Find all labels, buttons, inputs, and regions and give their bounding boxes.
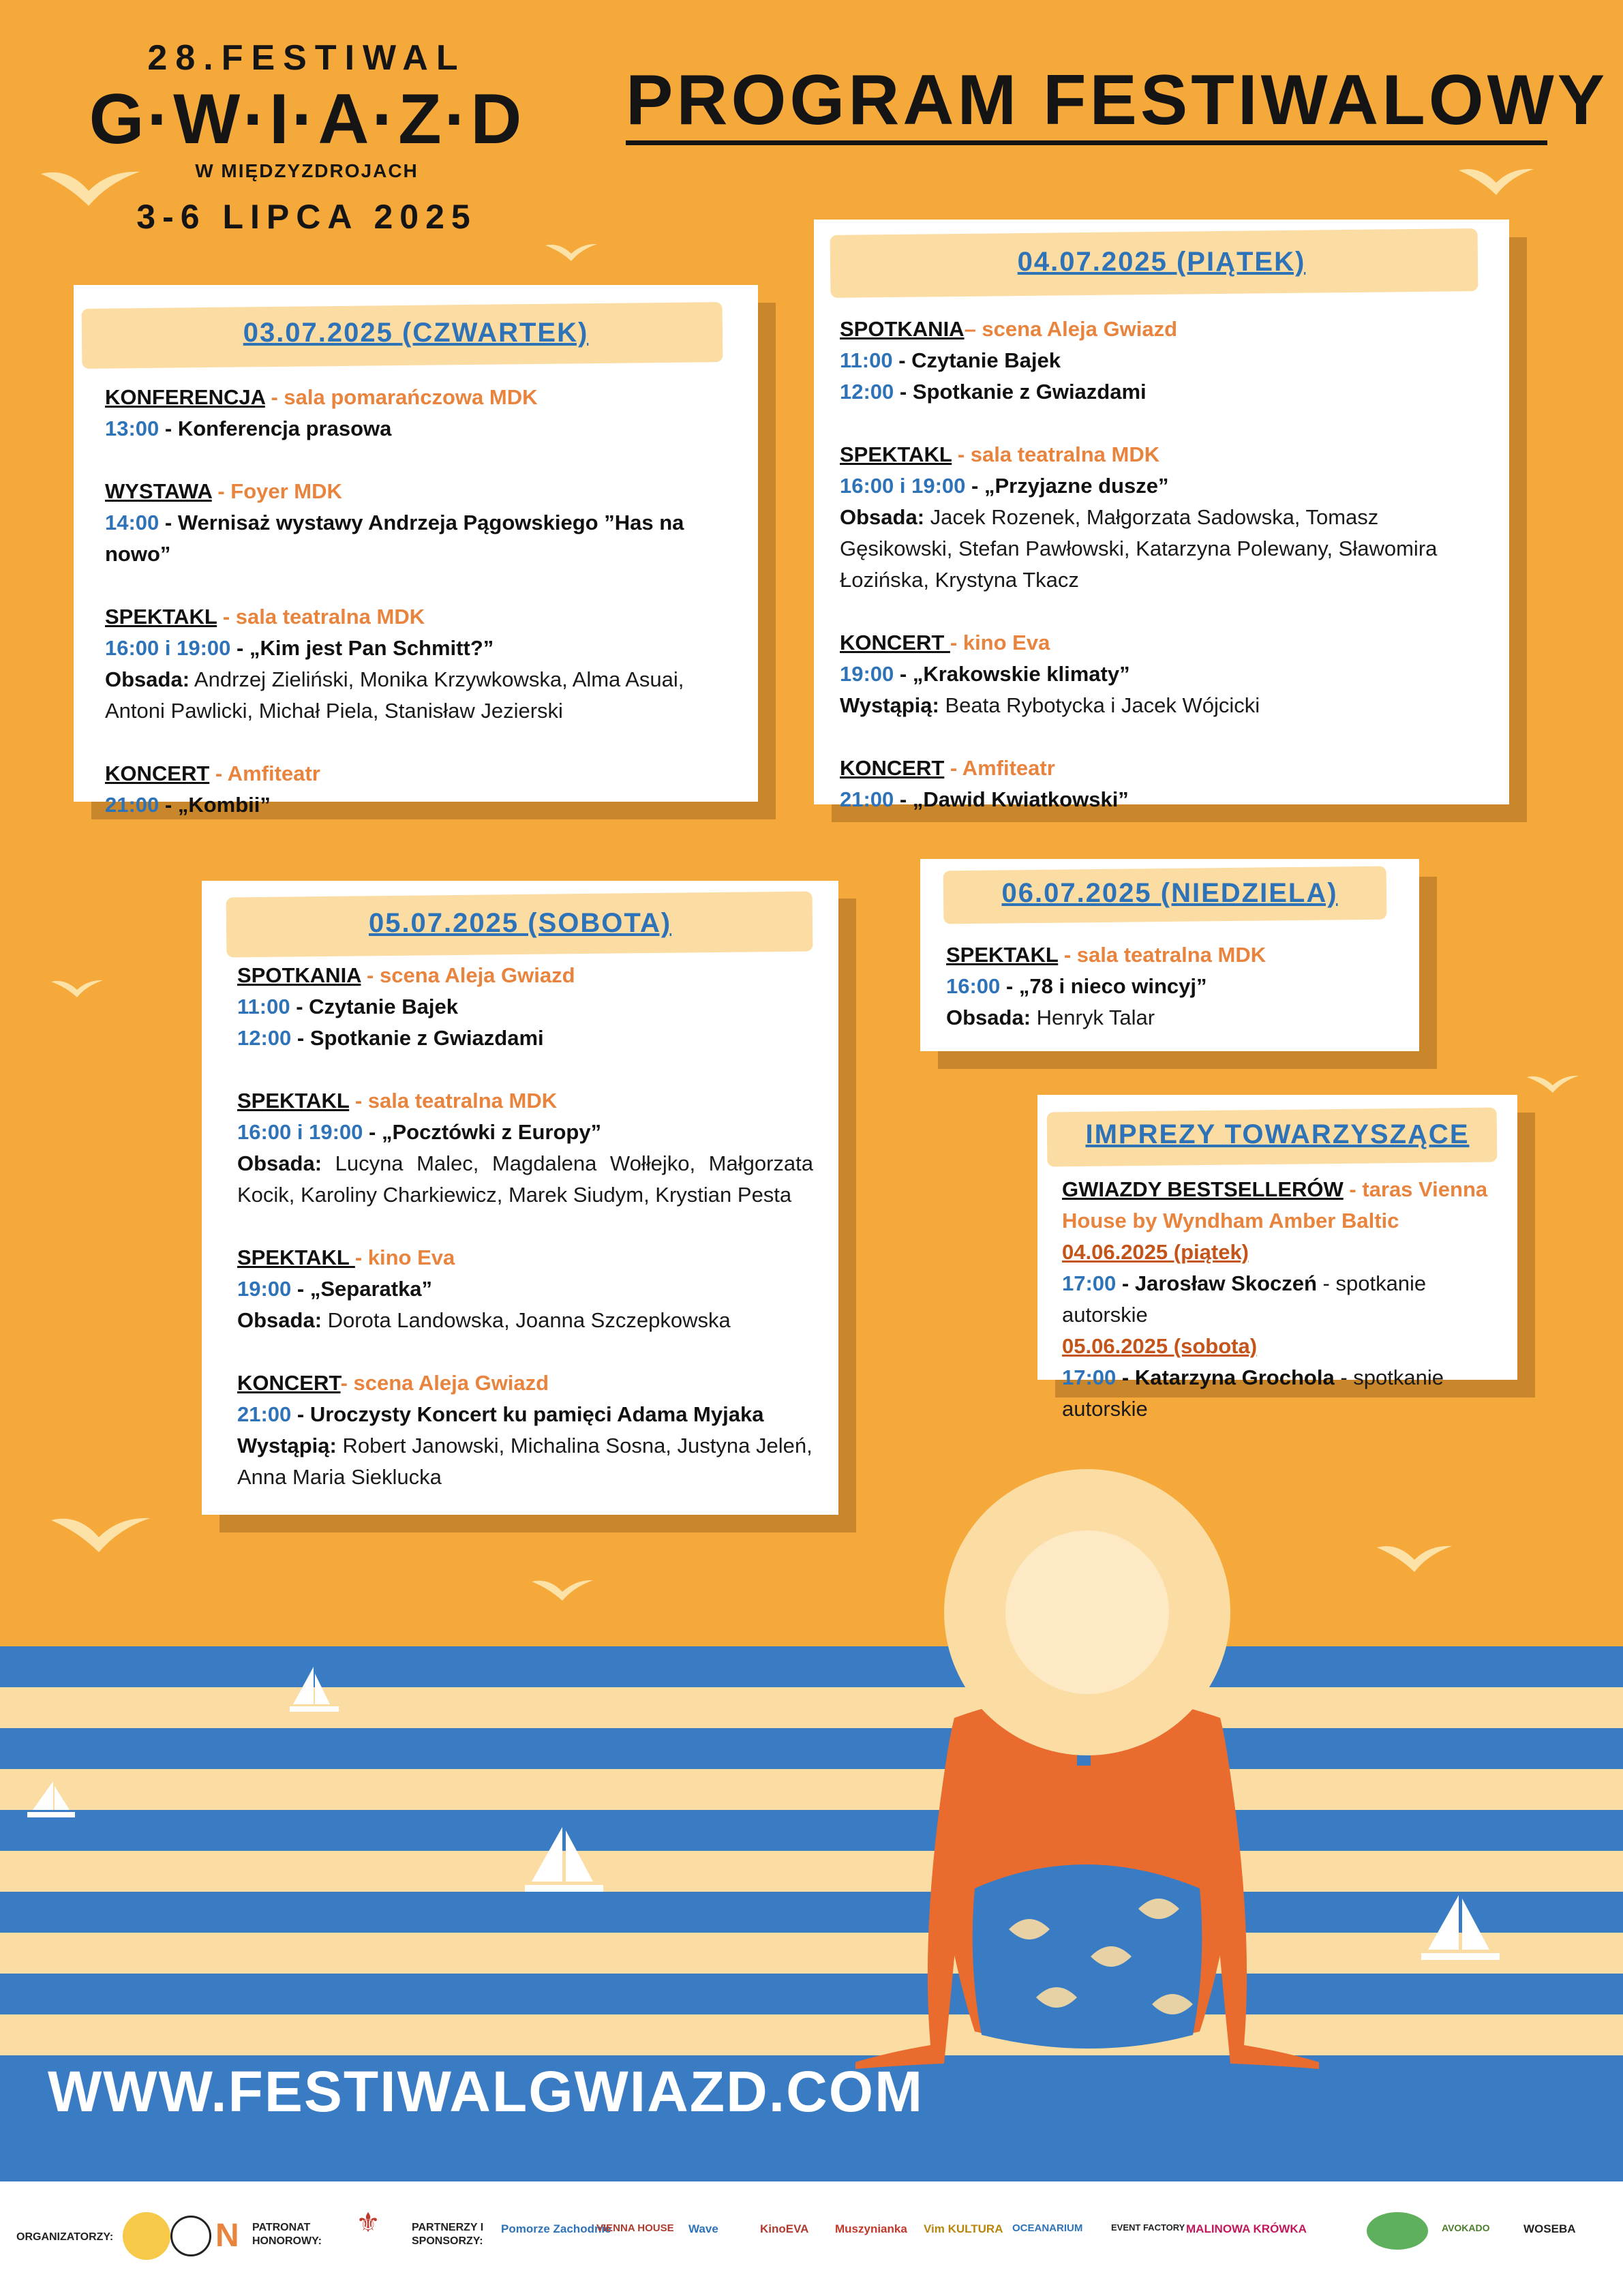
organizer-logo bbox=[170, 2216, 211, 2256]
venue-label: - sala teatralna MDK bbox=[1058, 943, 1266, 967]
organizer-logo bbox=[123, 2212, 170, 2260]
category-label: KONCERT bbox=[840, 756, 945, 780]
partner-logo: AVOKADO bbox=[1442, 2222, 1490, 2233]
event-date: 04.06.2025 (piątek) bbox=[1062, 1240, 1249, 1264]
event-name: - „Pocztówki z Europy” bbox=[363, 1120, 602, 1144]
festival-location: W MIĘDZYZDROJACH bbox=[195, 160, 419, 181]
category-label: SPOTKANIA bbox=[237, 963, 361, 987]
day-title: 05.07.2025 (SOBOTA) bbox=[368, 908, 672, 938]
cast-label: Obsada: bbox=[840, 505, 925, 529]
author-name: - Katarzyna Grochola bbox=[1116, 1365, 1335, 1389]
venue-label: - Amfiteatr bbox=[209, 761, 320, 785]
partner-logo bbox=[1367, 2212, 1428, 2250]
event-time: 16:00 bbox=[946, 974, 1001, 998]
event-time: 11:00 bbox=[840, 348, 893, 372]
event-name: - Czytanie Bajek bbox=[290, 995, 458, 1018]
performers-list: Beata Rybotycka i Jacek Wójcicki bbox=[939, 693, 1260, 717]
organizers-label: ORGANIZATORZY: bbox=[16, 2231, 114, 2243]
patronage-logo: ⚜ bbox=[356, 2208, 380, 2238]
event-time: 14:00 bbox=[105, 511, 160, 534]
partner-logo: Muszynianka bbox=[835, 2222, 907, 2235]
side-events-title: IMPREZY TOWARZYSZĄCE bbox=[1085, 1119, 1470, 1149]
event-name: - Spotkanie z Gwiazdami bbox=[894, 380, 1147, 404]
cast-list: Jacek Rozenek, Małgorzata Sadowska, Tomasz Gęsikowski, Stefan Pawłowski, Katarzyna Polewany, Sławomira Łozińska, Krystyna Tkacz bbox=[840, 505, 1438, 592]
category-label: GWIAZDY BESTSELLERÓW bbox=[1062, 1177, 1344, 1201]
cast-label: Obsada: bbox=[946, 1006, 1031, 1029]
cast-list: Lucyna Malec, Magdalena Wołłejko, Małgorzata Kocik, Karoliny Charkiewicz, Marek Siudym, Krystian Pesta bbox=[237, 1151, 813, 1207]
partner-logo: MALINOWA KRÓWKA bbox=[1186, 2222, 1307, 2235]
venue-label: - sala teatralna MDK bbox=[952, 442, 1160, 466]
partners-label: PARTNERZY I SPONSORZY: bbox=[412, 2222, 484, 2247]
partner-logo: WOSEBA bbox=[1523, 2222, 1576, 2235]
partner-logo-row bbox=[494, 2181, 1612, 2296]
event-time: 17:00 bbox=[1062, 1271, 1117, 1295]
festival-edition: 28.FESTIWAL bbox=[147, 38, 466, 78]
category-label: KONCERT bbox=[840, 631, 950, 654]
event-name: - „Kim jest Pan Schmitt?” bbox=[230, 636, 494, 660]
event-time: 17:00 bbox=[1062, 1365, 1117, 1389]
author-name: - Jarosław Skoczeń bbox=[1116, 1271, 1317, 1295]
event-name: - „Przyjazne dusze” bbox=[965, 474, 1169, 498]
festival-logo bbox=[55, 37, 559, 237]
side-events-program bbox=[1062, 1174, 1512, 1425]
day-program bbox=[840, 314, 1487, 815]
category-label: SPEKTAKL bbox=[840, 442, 952, 466]
day-title: 06.07.2025 (NIEDZIELA) bbox=[1001, 878, 1338, 908]
day-program bbox=[946, 939, 1410, 1033]
category-label: SPEKTAKL bbox=[237, 1089, 350, 1113]
category-label: KONFERENCJA bbox=[105, 385, 265, 409]
performers-list: Robert Janowski, Michalina Sosna, Justyna Jeleń, Anna Maria Sieklucka bbox=[237, 1434, 813, 1489]
venue-label: - taras Vienna House by Wyndham Amber Baltic bbox=[1062, 1177, 1488, 1233]
side-events-card bbox=[1037, 1095, 1517, 1421]
cast-list: Andrzej Zieliński, Monika Krzywkowska, Alma Asuai, Antoni Pawlicki, Michał Piela, Stanisław Jezierski bbox=[105, 667, 684, 723]
website-url[interactable]: WWW.FESTIWALGWIAZD.COM bbox=[48, 2059, 924, 2124]
performers-label: Wystąpią: bbox=[840, 693, 939, 717]
event-time: 16:00 i 19:00 bbox=[237, 1120, 363, 1144]
cast-list: Henryk Talar bbox=[1031, 1006, 1155, 1029]
partner-logo: Pomorze Zachodnie bbox=[501, 2222, 611, 2235]
cast-label: Obsada: bbox=[237, 1308, 322, 1332]
event-name: - Spotkanie z Gwiazdami bbox=[291, 1026, 544, 1050]
day-card-sunday bbox=[920, 859, 1419, 1051]
event-time: 12:00 bbox=[237, 1026, 292, 1050]
event-name: - Uroczysty Koncert ku pamięci Adama Myjaka bbox=[291, 1402, 764, 1426]
event-name: - Konferencja prasowa bbox=[159, 417, 392, 440]
venue-label: - sala teatralna MDK bbox=[217, 605, 425, 629]
day-card-friday bbox=[814, 220, 1509, 811]
event-time: 11:00 bbox=[237, 995, 290, 1018]
venue-label: - scena Aleja Gwiazd bbox=[340, 1371, 549, 1395]
woman-with-hat-illustration bbox=[845, 1466, 1322, 2079]
page-title: PROGRAM FESTIWALOWY bbox=[626, 60, 1547, 145]
venue-label: - kino Eva bbox=[950, 631, 1050, 654]
event-name: - „Dawid Kwiatkowski” bbox=[894, 787, 1129, 811]
venue-label: - Amfiteatr bbox=[944, 756, 1055, 780]
category-label: SPOTKANIA bbox=[840, 317, 965, 341]
event-time: 21:00 bbox=[840, 787, 894, 811]
event-description: - spotkanie autorskie bbox=[1062, 1365, 1444, 1421]
festival-name: G·W·I·A·Z·D bbox=[89, 80, 525, 159]
day-card-thursday bbox=[74, 285, 758, 817]
day-card-saturday bbox=[202, 881, 838, 1515]
event-name: - „Kombii” bbox=[159, 793, 271, 817]
day-title: 04.07.2025 (PIĄTEK) bbox=[1017, 247, 1306, 277]
venue-label: - Foyer MDK bbox=[211, 479, 342, 503]
event-name: - „78 i nieco wincyj” bbox=[1000, 974, 1207, 998]
venue-label: - kino Eva bbox=[354, 1245, 455, 1269]
event-time: 16:00 i 19:00 bbox=[105, 636, 231, 660]
organizer-logo: N bbox=[215, 2218, 239, 2254]
partner-logo: Vim KULTURA bbox=[924, 2222, 1003, 2235]
partner-logo: OCEANARIUM bbox=[1012, 2222, 1083, 2234]
venue-label: - scena Aleja Gwiazd bbox=[361, 963, 575, 987]
day-title: 03.07.2025 (CZWARTEK) bbox=[243, 318, 589, 348]
partner-logo: KinoEVA bbox=[760, 2222, 809, 2235]
event-time: 13:00 bbox=[105, 417, 160, 440]
category-label: SPEKTAKL bbox=[237, 1245, 355, 1269]
cast-label: Obsada: bbox=[105, 667, 190, 691]
cast-list: Dorota Landowska, Joanna Szczepkowska bbox=[322, 1308, 731, 1332]
event-name: - „Separatka” bbox=[291, 1277, 433, 1301]
cast-label: Obsada: bbox=[237, 1151, 322, 1175]
event-time: 12:00 bbox=[840, 380, 894, 404]
partner-logo: VIENNA HOUSE bbox=[596, 2222, 674, 2234]
venue-label: - sala pomarańczowa MDK bbox=[264, 385, 538, 409]
partner-logo: EVENT FACTORY bbox=[1111, 2222, 1185, 2233]
category-label: KONCERT bbox=[237, 1371, 341, 1395]
festival-dates: 3-6 LIPCA 2025 bbox=[136, 198, 477, 236]
event-description: - spotkanie autorskie bbox=[1062, 1271, 1427, 1327]
category-label: SPEKTAKL bbox=[946, 943, 1059, 967]
category-label: SPEKTAKL bbox=[105, 605, 217, 629]
event-date: 05.06.2025 (sobota) bbox=[1062, 1334, 1258, 1358]
category-label: WYSTAWA bbox=[105, 479, 212, 503]
event-time: 19:00 bbox=[840, 662, 894, 686]
partner-logo: Wave bbox=[688, 2222, 718, 2235]
day-program bbox=[237, 960, 813, 1493]
event-time: 21:00 bbox=[105, 793, 160, 817]
day-program bbox=[105, 382, 732, 821]
venue-label: - sala teatralna MDK bbox=[349, 1089, 558, 1113]
event-name: - Czytanie Bajek bbox=[892, 348, 1061, 372]
event-name: - Wernisaż wystawy Andrzeja Pągowskiego ”Has na nowo” bbox=[105, 511, 684, 566]
event-time: 19:00 bbox=[237, 1277, 292, 1301]
event-time: 16:00 i 19:00 bbox=[840, 474, 966, 498]
patronage-label: PATRONAT HONOROWY: bbox=[252, 2222, 322, 2247]
performers-label: Wystąpią: bbox=[237, 1434, 337, 1457]
venue-label: – scena Aleja Gwiazd bbox=[964, 317, 1178, 341]
sponsors-footer bbox=[0, 2181, 1623, 2296]
category-label: KONCERT bbox=[105, 761, 210, 785]
event-time: 21:00 bbox=[237, 1402, 292, 1426]
event-name: - „Krakowskie klimaty” bbox=[894, 662, 1130, 686]
